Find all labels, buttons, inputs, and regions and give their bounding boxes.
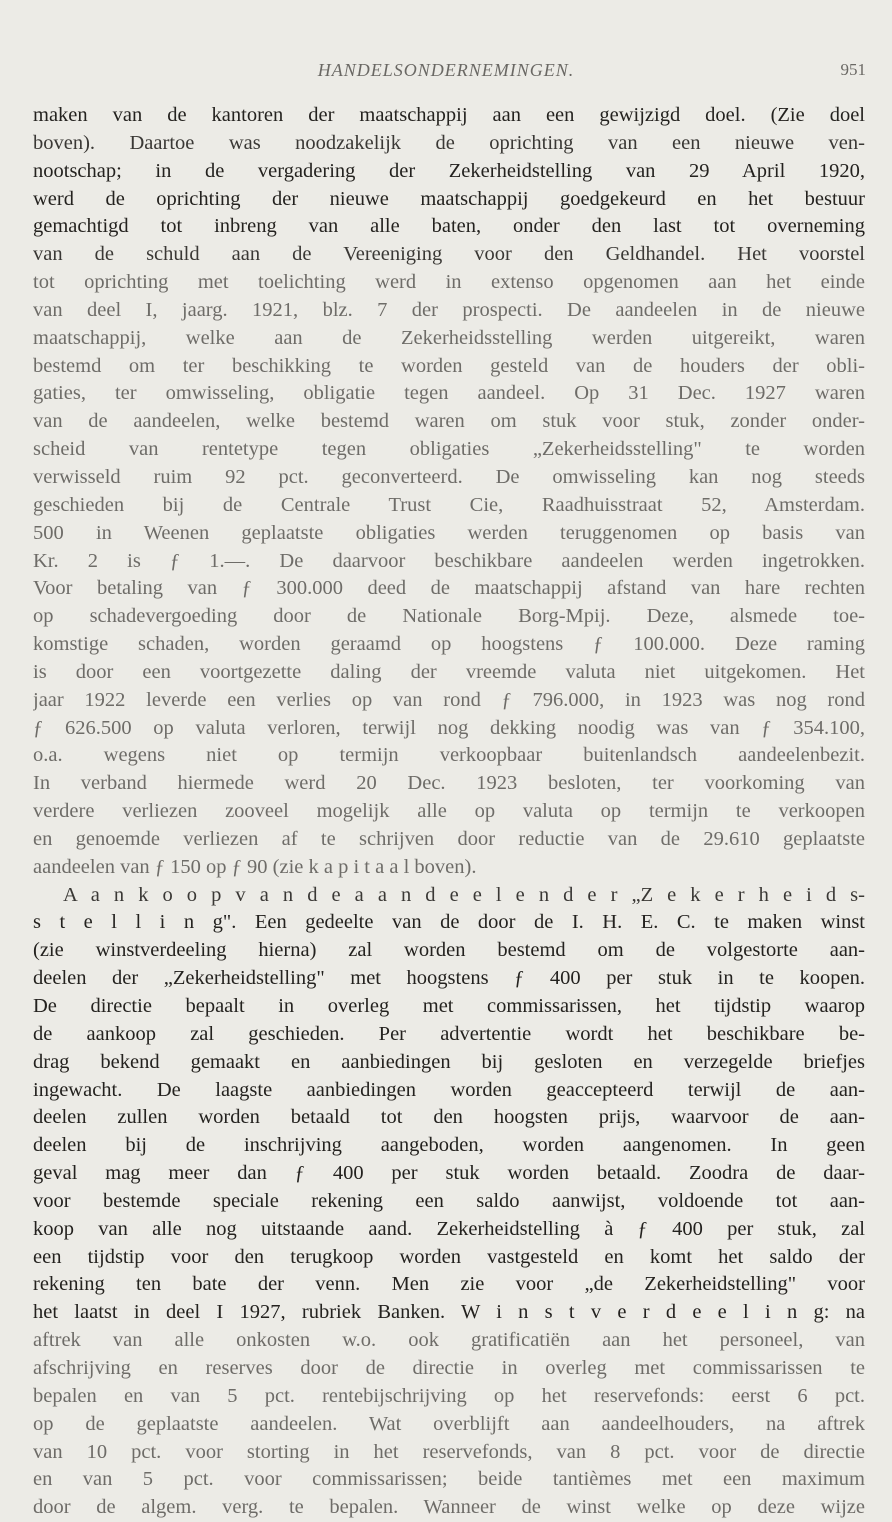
text-line: ingewacht. De laagste aanbiedingen worden geaccepteerd terwijl de aan- — [33, 1078, 865, 1101]
text-line: verwisseld ruim 92 pct. geconverteerd. De omwisseling kan nog steeds — [33, 465, 865, 488]
text-line: Voor betaling van ƒ 300.000 deed de maatschappij afstand van hare rechten — [33, 577, 865, 600]
text-line: de aankoop zal geschieden. Per advertentie wordt het beschikbare be- — [33, 1022, 865, 1045]
text-line: De directie bepaalt in overleg met commissarissen, het tijdstip waarop — [33, 995, 865, 1017]
text-line: deelen bij de inschrijving aangeboden, worden aangenomen. In geen — [33, 1134, 865, 1157]
text-line: deelen der „Zekerheidstelling" met hoogstens ƒ 400 per stuk in te koopen. — [33, 967, 865, 990]
text-line: van de schuld aan de Vereeniging voor den Geldhandel. Het voorstel — [33, 243, 865, 266]
text-line: gaties, ter omwisseling, obligatie tegen aandeel. Op 31 Dec. 1927 waren — [33, 382, 865, 405]
text-line: jaar 1922 leverde een verlies op van rond ƒ 796.000, in 1923 was nog rond — [33, 688, 865, 711]
text-line: geschieden bij de Centrale Trust Cie, Raadhuisstraat 52, Amsterdam. — [33, 493, 865, 516]
text-line: werd de oprichting der nieuwe maatschappij goedgekeurd en het bestuur — [33, 187, 865, 210]
text-line: bestemd om ter beschikking te worden gesteld van de houders der obli- — [33, 354, 865, 377]
text-line: drag bekend gemaakt en aanbiedingen bij gesloten en verzegelde briefjes — [33, 1050, 865, 1073]
text-line: door de algem. verg. te bepalen. Wanneer de winst welke op deze wijze — [33, 1496, 865, 1519]
text-line: van de aandeelen, welke bestemd waren om stuk voor stuk, zonder onder- — [33, 410, 865, 433]
text-line: aftrek van alle onkosten w.o. ook gratificatiën aan het personeel, van — [33, 1329, 865, 1352]
section-heading-line: A a n k o o p v a n d e a a n d e e l e n d e r „Z e k e r h e i d s- — [63, 883, 865, 906]
text-line: voor bestemde speciale rekening een saldo aanwijst, voldoende tot aan- — [33, 1189, 865, 1212]
text-line: ƒ 626.500 op valuta verloren, terwijl nog dekking noodig was van ƒ 354.100, — [33, 716, 865, 739]
text-line: van 10 pct. voor storting in het reservefonds, van 8 pct. voor de directie — [33, 1440, 865, 1463]
page-number: 951 — [840, 60, 866, 79]
text-line: en genoemde verliezen af te schrijven door reductie van de 29.610 geplaatste — [33, 827, 865, 850]
text-line: van deel I, jaarg. 1921, blz. 7 der prospecti. De aandeelen in de nieuwe — [33, 298, 865, 321]
text-line: komstige schaden, worden geraamd op hoogstens ƒ 100.000. Deze raming — [33, 633, 865, 656]
text-line: is door een voortgezette daling der vreemde valuta niet uitgekomen. Het — [33, 660, 865, 683]
body-text — [33, 102, 865, 1522]
text-line: scheid van rentetype tegen obligaties „Zekerheidsstelling" te worden — [33, 438, 865, 461]
text-line: rekening ten bate der venn. Men zie voor „de Zekerheidstelling" voor — [33, 1273, 865, 1296]
text-line: maken van de kantoren der maatschappij aan een gewijzigd doel. (Zie doel — [33, 104, 865, 126]
text-line: nootschap; in de vergadering der Zekerheidstelling van 29 April 1920, — [33, 159, 865, 182]
text-line: op schadevergoeding door de Nationale Borg-Mpij. Deze, alsmede toe- — [33, 605, 865, 628]
text-line: verdere verliezen zooveel mogelijk alle op valuta op termijn te verkoopen — [33, 800, 865, 823]
text-line: afschrijving en reserves door de directie in overleg met commissarissen te — [33, 1356, 865, 1379]
running-title: HANDELSONDERNEMINGEN. — [317, 60, 575, 80]
text-line: op de geplaatste aandeelen. Wat overblijft aan aandeelhouders, na aftrek — [33, 1412, 865, 1435]
text-line: aandeelen van ƒ 150 op ƒ 90 (zie k a p i t a a l boven). — [33, 855, 477, 878]
text-line: boven). Daartoe was noodzakelijk de oprichting van een nieuwe ven- — [33, 131, 865, 154]
text-line: koop van alle nog uitstaande aand. Zekerheidstelling à ƒ 400 per stuk, zal — [33, 1217, 865, 1240]
text-line: gemachtigd tot inbreng van alle baten, onder den last tot overneming — [33, 215, 865, 238]
text-line: Kr. 2 is ƒ 1.—. De daarvoor beschikbare aandeelen werden ingetrokken. — [33, 549, 865, 572]
text-line: 500 in Weenen geplaatste obligaties werden teruggenomen op basis van — [33, 521, 865, 544]
text-line: maatschappij, welke aan de Zekerheidsstelling werden uitgereikt, waren — [33, 326, 865, 349]
text-line: een tijdstip voor den terugkoop worden vastgesteld en komt het saldo der — [33, 1245, 865, 1268]
text-line: geval mag meer dan ƒ 400 per stuk worden betaald. Zoodra de daar- — [33, 1162, 865, 1185]
text-line: In verband hiermede werd 20 Dec. 1923 besloten, ter voorkoming van — [33, 772, 865, 795]
text-line: (zie winstverdeeling hierna) zal worden bestemd om de volgestorte aan- — [33, 939, 865, 962]
text-line: tot oprichting met toelichting werd in extenso opgenomen aan het einde — [33, 271, 865, 294]
text-line: bepalen en van 5 pct. rentebijschrijving op het reservefonds: eerst 6 pct. — [33, 1384, 865, 1407]
text-line: deelen zullen worden betaald tot den hoogsten prijs, waarvoor de aan- — [33, 1106, 865, 1129]
text-line: het laatst in deel I 1927, rubriek Banken. W i n s t v e r d e e l i n g: na — [33, 1301, 865, 1324]
text-line: s t e l l i n g". Een gedeelte van de door de I. H. E. C. te maken winst — [33, 911, 865, 934]
text-line: en van 5 pct. voor commissarissen; beide tantièmes met een maximum — [33, 1468, 865, 1491]
text-line: o.a. wegens niet op termijn verkoopbaar buitenlandsch aandeelenbezit. — [33, 744, 865, 767]
